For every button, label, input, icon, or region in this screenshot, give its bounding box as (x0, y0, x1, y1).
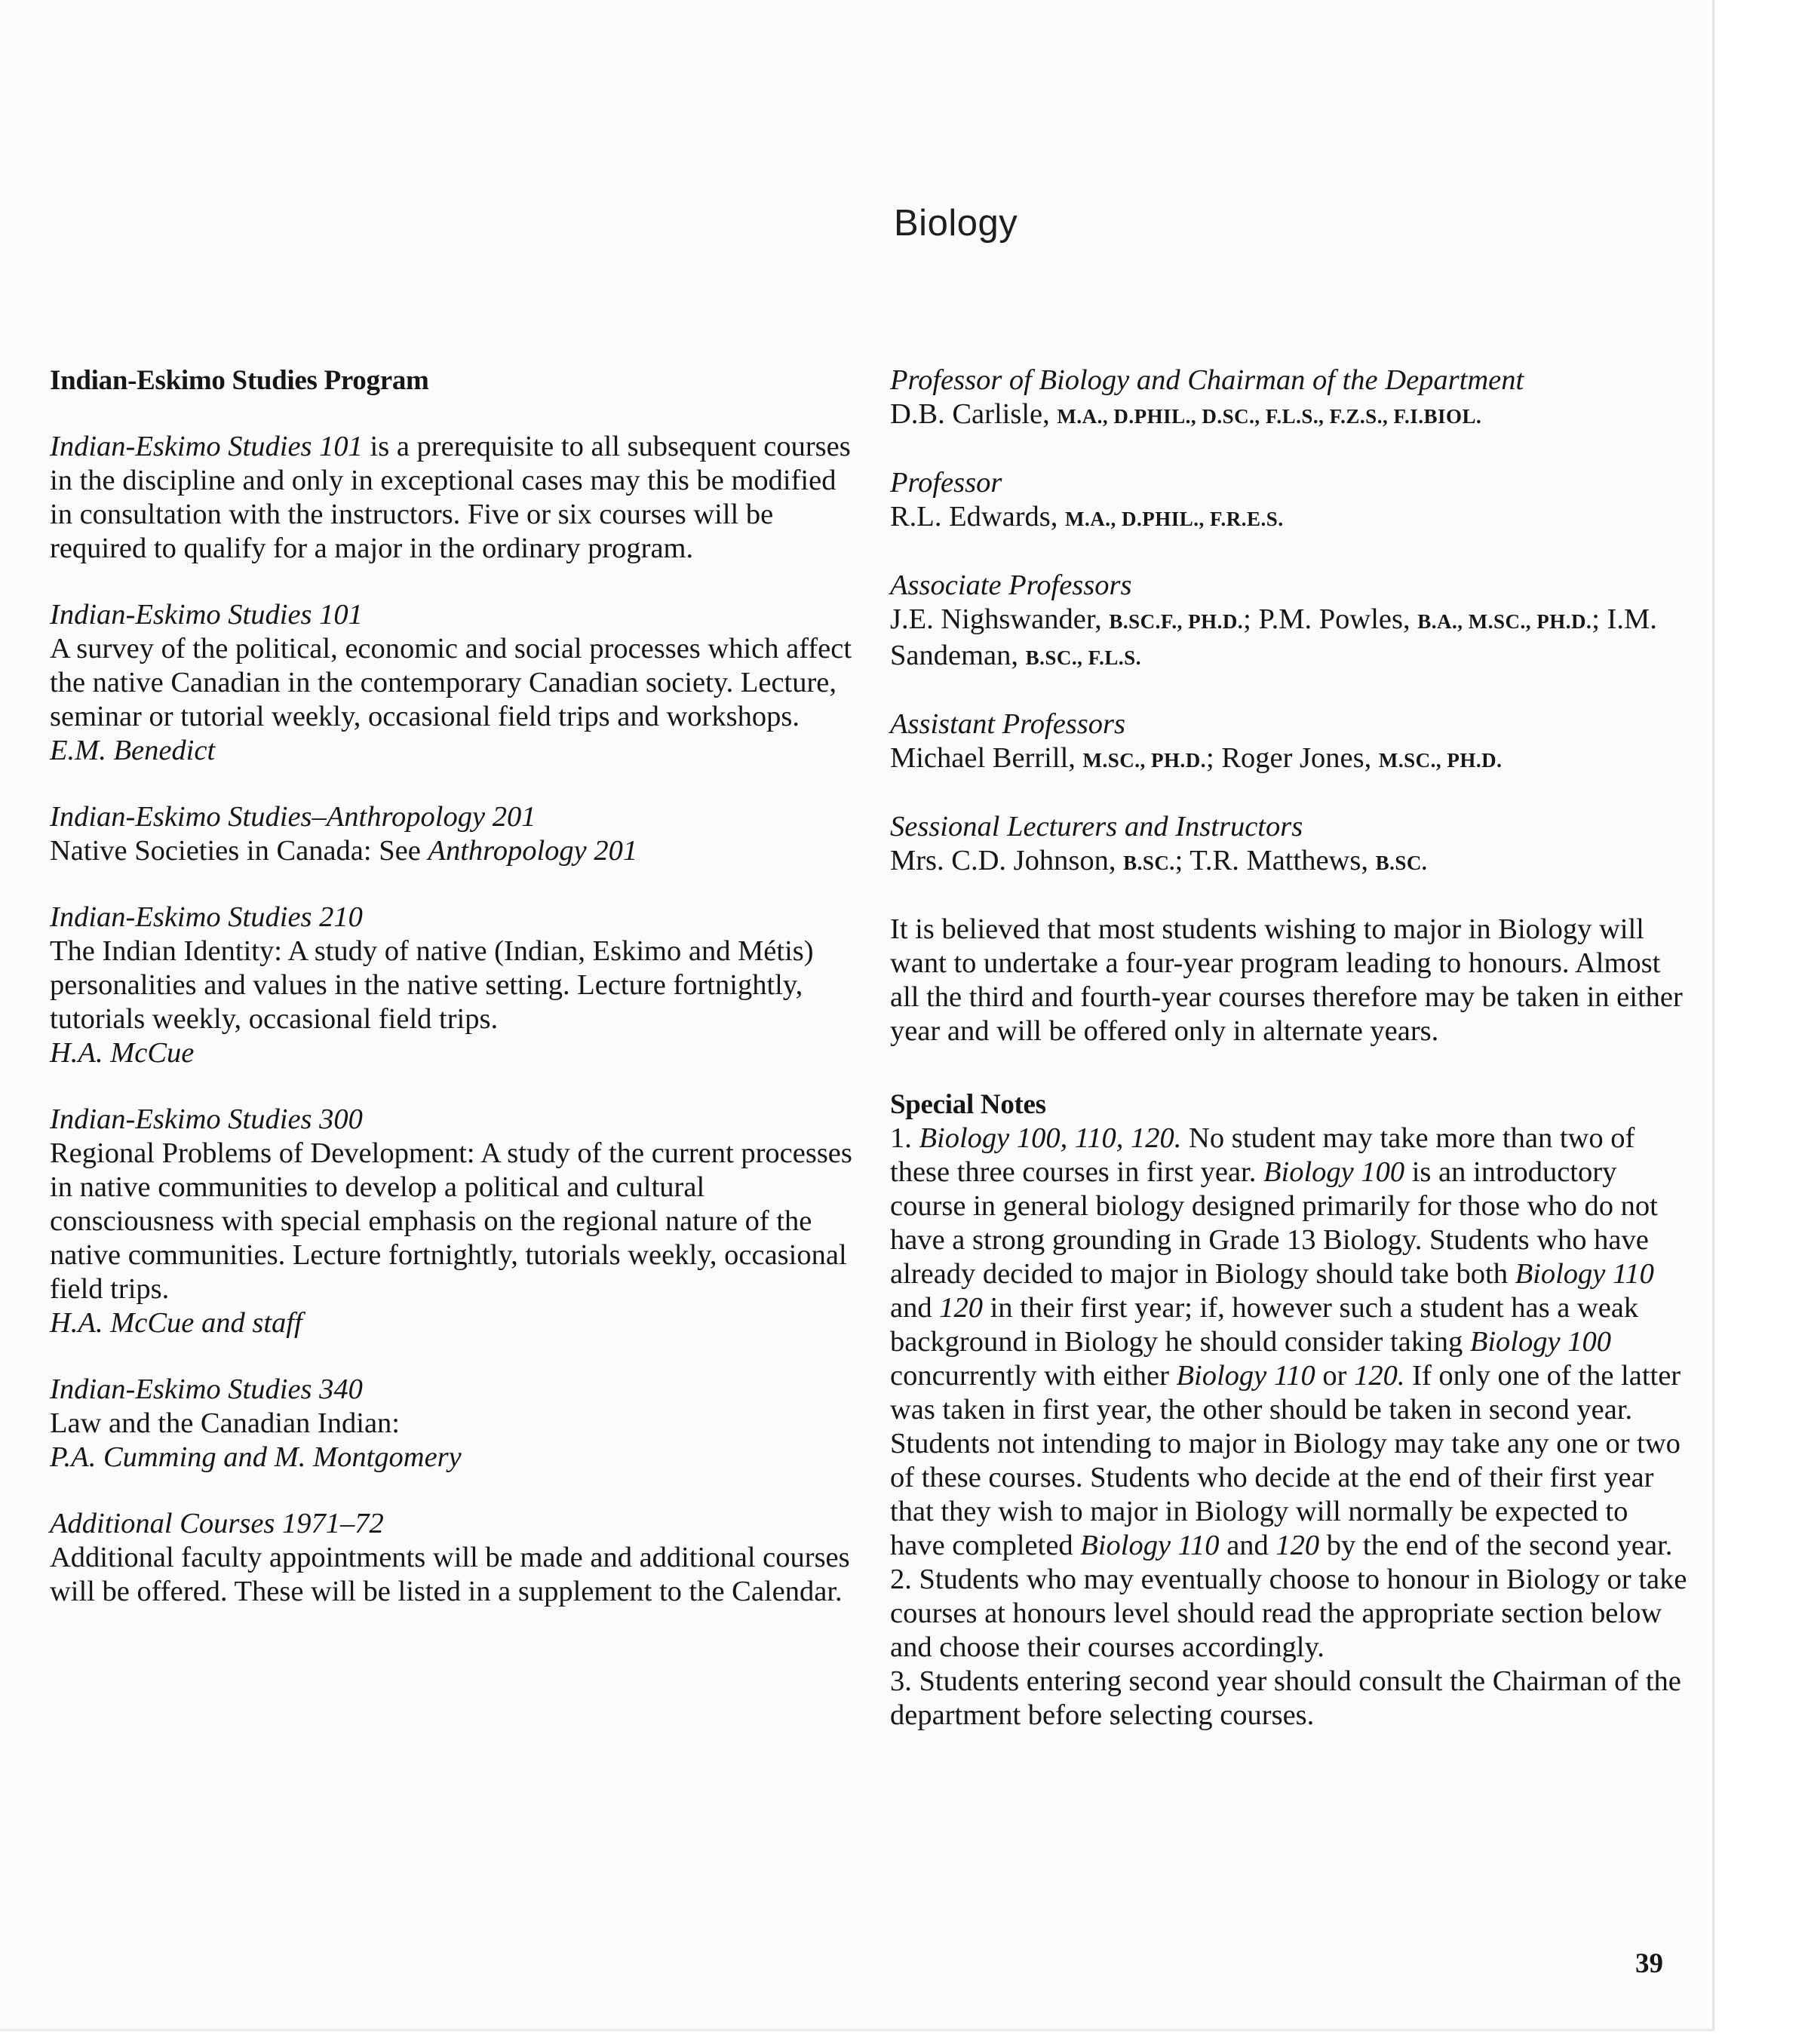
faculty-degrees: B.SC.F., PH.D. (1109, 610, 1244, 633)
faculty-name: D.B. Carlisle, (890, 398, 1057, 430)
course-description: Law and the Canadian Indian: (50, 1407, 400, 1439)
program-heading-block (50, 364, 861, 397)
course-description: The Indian Identity: A study of native (Indian, Eskimo and Métis) personalities and values in the native setting. Lecture fortnightly, tutorials weekly, occasional field trips. (50, 935, 814, 1035)
faculty-degrees: M.SC., PH.D. (1082, 749, 1207, 772)
additional-title: Additional Courses 1971–72 (50, 1508, 384, 1539)
intro-text: is a prerequisite to all subsequent courses in the discipline and only in exceptional cases may this be modified in consultation with the instructors. Five or six courses will be required to qualify for a major in the ordinary program. (50, 431, 851, 564)
note-text: and (890, 1292, 940, 1324)
course-instructor: P.A. Cumming and M. Montgomery (50, 1441, 462, 1473)
course-instructor: E.M. Benedict (50, 735, 216, 766)
note-text: or (1315, 1360, 1355, 1392)
faculty-degrees: B.SC., F.L.S. (1025, 646, 1141, 669)
additional-courses (50, 1507, 861, 1609)
note-number: 1. (890, 1122, 919, 1154)
faculty-professor (890, 466, 1690, 536)
course-instructor: H.A. McCue (50, 1037, 195, 1069)
course-description: Regional Problems of Development: A study of the current processes in native communities to develop a political and cultural consciousness with special emphasis on the regional nature of the native communities. Lecture fortnightly, tutorials weekly, occasional field trips. (50, 1137, 852, 1305)
right-column (890, 364, 1690, 1765)
left-column (50, 364, 861, 1641)
course-instructor: H.A. McCue and staff (50, 1307, 302, 1339)
faculty-role: Professor (890, 467, 1002, 499)
course-ref: Biology 100 (1469, 1326, 1611, 1358)
note-text: by the end of the second year. (1319, 1530, 1673, 1561)
faculty-name: Michael Berrill, (890, 742, 1083, 774)
faculty-role: Sessional Lecturers and Instructors (890, 811, 1303, 842)
note-1 (890, 1122, 1690, 1563)
special-notes (890, 1088, 1690, 1732)
additional-text: Additional faculty appointments will be made and additional courses will be offered. These will be listed in a supplement to the Calendar. (50, 1542, 850, 1607)
note-text: is an introductory course in general biology designed primarily for those who do not have a strong grounding in Grade 13 Biology. Students who have already decided to major in Biology should take both (890, 1156, 1658, 1290)
course-340 (50, 1373, 861, 1475)
faculty-degrees: B.A., M.SC., PH.D. (1417, 610, 1592, 633)
course-ref: Biology 100 (1263, 1156, 1405, 1188)
faculty-role: Professor of Biology and Chairman of the Department (890, 364, 1524, 396)
course-ref: 120. (1354, 1360, 1405, 1392)
faculty-name: ; T.R. Matthews, (1174, 845, 1376, 876)
special-notes-heading: Special Notes (890, 1089, 1046, 1120)
note-text: concurrently with either (890, 1360, 1177, 1392)
faculty-role: Associate Professors (890, 569, 1132, 601)
faculty-role: Assistant Professors (890, 708, 1125, 740)
faculty-sessional (890, 810, 1690, 880)
course-ref: Biology 110 (1080, 1530, 1220, 1561)
see-reference: Anthropology 201 (428, 835, 638, 867)
course-ref: Indian-Eskimo Studies 101 (50, 431, 363, 462)
course-title: Indian-Eskimo Studies 300 (50, 1103, 363, 1135)
course-ref: 120 (1275, 1530, 1320, 1561)
faculty-chair (890, 364, 1690, 434)
course-ref: Biology 110 (1515, 1258, 1654, 1290)
note-text: and (1219, 1530, 1276, 1561)
program-belief (890, 913, 1690, 1048)
faculty-degrees: M.A., D.PHIL., D.SC., F.L.S., F.Z.S., F.I.BIOL. (1057, 405, 1482, 428)
faculty-degrees: B.SC. (1123, 852, 1175, 874)
faculty-degrees: B.SC. (1375, 852, 1428, 874)
course-title: Indian-Eskimo Studies 101 (50, 599, 363, 631)
faculty-name: ; I.M. Sandeman, (890, 603, 1657, 671)
note-text: No student may take more than two of these three courses in first year. (890, 1122, 1635, 1188)
course-title: Indian-Eskimo Studies 340 (50, 1373, 363, 1405)
faculty-assistants (890, 707, 1690, 778)
course-210 (50, 901, 861, 1070)
course-description: Native Societies in Canada: See (50, 835, 428, 867)
note-3: 3. Students entering second year should consult the Chairman of the department before selecting courses. (890, 1665, 1681, 1731)
note-2: 2. Students who may eventually choose to honour in Biology or take courses at honours level should read the appropriate section below and choose their courses accordingly. (890, 1564, 1687, 1663)
program-intro (50, 430, 861, 566)
note-text: If only one of the latter was taken in first year, the other should be taken in second year. Students not intending to major in Biology may take any one or two of these courses. Students who decide at the end of their first year that they wish to major in Biology will normally be expected to have completed (890, 1360, 1681, 1561)
course-title: Indian-Eskimo Studies–Anthropology 201 (50, 801, 536, 833)
course-ref: Biology 110 (1176, 1360, 1315, 1392)
course-101 (50, 598, 861, 768)
note-text: in their first year; if, however such a student has a weak background in Biology he should consider taking (890, 1292, 1639, 1358)
faculty-name: J.E. Nighswander, (890, 603, 1110, 635)
course-300 (50, 1103, 861, 1340)
faculty-name: Mrs. C.D. Johnson, (890, 845, 1124, 876)
faculty-degrees: M.A., D.PHIL., F.R.E.S. (1065, 508, 1284, 530)
course-ref: 120 (939, 1292, 983, 1324)
faculty-name: ; P.M. Powles, (1243, 603, 1418, 635)
faculty-name: R.L. Edwards, (890, 501, 1066, 532)
section-title: Biology (894, 203, 1018, 244)
course-title: Indian-Eskimo Studies 210 (50, 901, 363, 933)
page-number: 39 (1635, 1948, 1663, 1979)
program-heading: Indian-Eskimo Studies Program (50, 365, 429, 396)
course-description: A survey of the political, economic and social processes which affect the native Canadian in the contemporary Canadian society. Lecture, seminar or tutorial weekly, occasional field trips and workshops. (50, 633, 852, 732)
faculty-associates (890, 569, 1690, 675)
faculty-name: ; Roger Jones, (1206, 742, 1379, 774)
faculty-degrees: M.SC., PH.D. (1378, 749, 1503, 772)
belief-paragraph: It is believed that most students wishing to major in Biology will want to undertake a four-year program leading to honours. Almost all the third and fourth-year courses therefore may be taken in either year and will be offered only in alternate years. (890, 913, 1683, 1047)
course-201 (50, 800, 861, 868)
course-ref: Biology 100, 110, 120. (919, 1122, 1182, 1154)
